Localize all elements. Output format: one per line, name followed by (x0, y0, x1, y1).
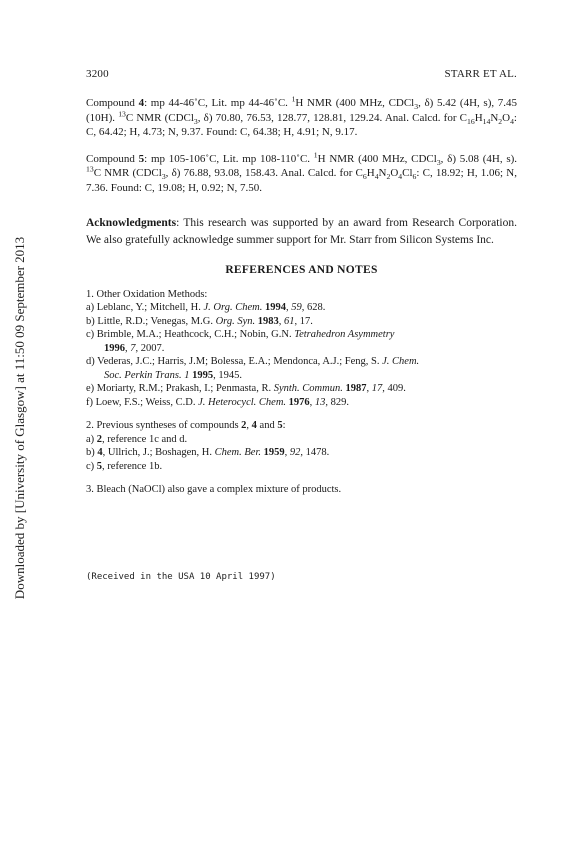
download-note: Downloaded by [University of Glasgow] at 11:50 09 September 2013 (12, 236, 27, 600)
compound-number: 4 (138, 97, 145, 109)
reference-item-continued: Soc. Perkin Trans. 1 1995, 1945. (104, 369, 242, 381)
compound-number: 5 (138, 152, 145, 165)
reference-item: b) 4, Ullrich, J.; Boshagen, H. Chem. Ber. 1959, 92, 1478. (86, 447, 330, 458)
reference-item: e) Moriarty, R.M.; Prakash, I.; Penmasta, R. Synth. Commun. 1987, 17, 409. (86, 383, 406, 394)
references-heading: REFERENCES AND NOTES (225, 264, 378, 276)
acknowledgments-text: : This research was supported by an award from Research Corporation. We also gratefully acknowledge summer support for Mr. Starr from Silicon Systems Inc. (86, 217, 517, 246)
download-watermark (0, 0, 40, 864)
reference-title: 1. Other Oxidation Methods: (86, 288, 208, 300)
reference-3 (86, 483, 517, 497)
acknowledgments-paragraph (86, 215, 517, 249)
compound-5-paragraph: Compound 5: mp 105-106˚C, Lit. mp 108-110˚C. $^1$H NMR (400 MHz, CDCl$_3$, δ) 5.08 (4H, s). $^{13}$C NMR (CDCl$_3$, δ) 76.88, 93.08, 158.43. Anal. Calcd. for $C_6H_4N_2O_4Cl_6$: C, 18.92; H, 1.06; N, 7.36. Found: C, 19.08; H, 0.92; N, 7.50. (86, 149, 518, 194)
reference-2 (86, 419, 517, 473)
received-date: (Received in the USA 10 April 1997) (86, 572, 276, 582)
reference-item: c) 5, reference 1b. (86, 460, 163, 472)
reference-item-continued: 1996, 7, 2007. (104, 342, 165, 354)
author-header: STARR ET AL. (444, 68, 517, 80)
reference-item: c) Brimble, M.A.; Heathcock, C.H.; Nobin, G.N. Tetrahedron Asymmetry (86, 329, 395, 340)
acknowledgments-label: Acknowledgments (86, 217, 177, 229)
page-number: 3200 (86, 68, 109, 80)
reference-item: a) Leblanc, Y.; Mitchell, H. J. Org. Chem. 1994, 59, 628. (86, 302, 326, 313)
reference-item: a) 2, reference 1c and d. (86, 433, 188, 445)
reference-item: f) Loew, F.S.; Weiss, C.D. J. Heterocycl. Chem. 1976, 13, 829. (86, 396, 350, 408)
reference-item: d) Vederas, J.C.; Harris, J.M; Bolessa, E.A.; Mendonca, A.J.; Feng, S. J. Chem. (86, 356, 420, 367)
reference-title: 2. Previous syntheses of compounds 2, 4 and 5: (86, 420, 286, 431)
reference-1 (86, 288, 517, 410)
reference-title: 3. Bleach (NaOCl) also gave a complex mixture of products. (86, 484, 342, 495)
article-body (86, 96, 517, 507)
compound-4-paragraph: Compound 4: mp 44-46˚C, Lit. mp 44-46˚C. $^1$H NMR (400 MHz, CDCl$_3$, δ) 5.42 (4H, s), 7.45 (10H). $^{13}$C NMR (CDCl$_3$, δ) 70.80, 76.53, 128.77, 128.81, 129.24. Anal. Calcd. for $C_{16}H_{14}N_2O_4$: C, 64.42; H, 4.73; N, 9.37. Found: C, 64.38; H, 4.91; N, 9.17. (86, 94, 518, 138)
reference-item: b) Little, R.D.; Venegas, M.G. Org. Syn. 1983, 61, 17. (86, 315, 313, 327)
